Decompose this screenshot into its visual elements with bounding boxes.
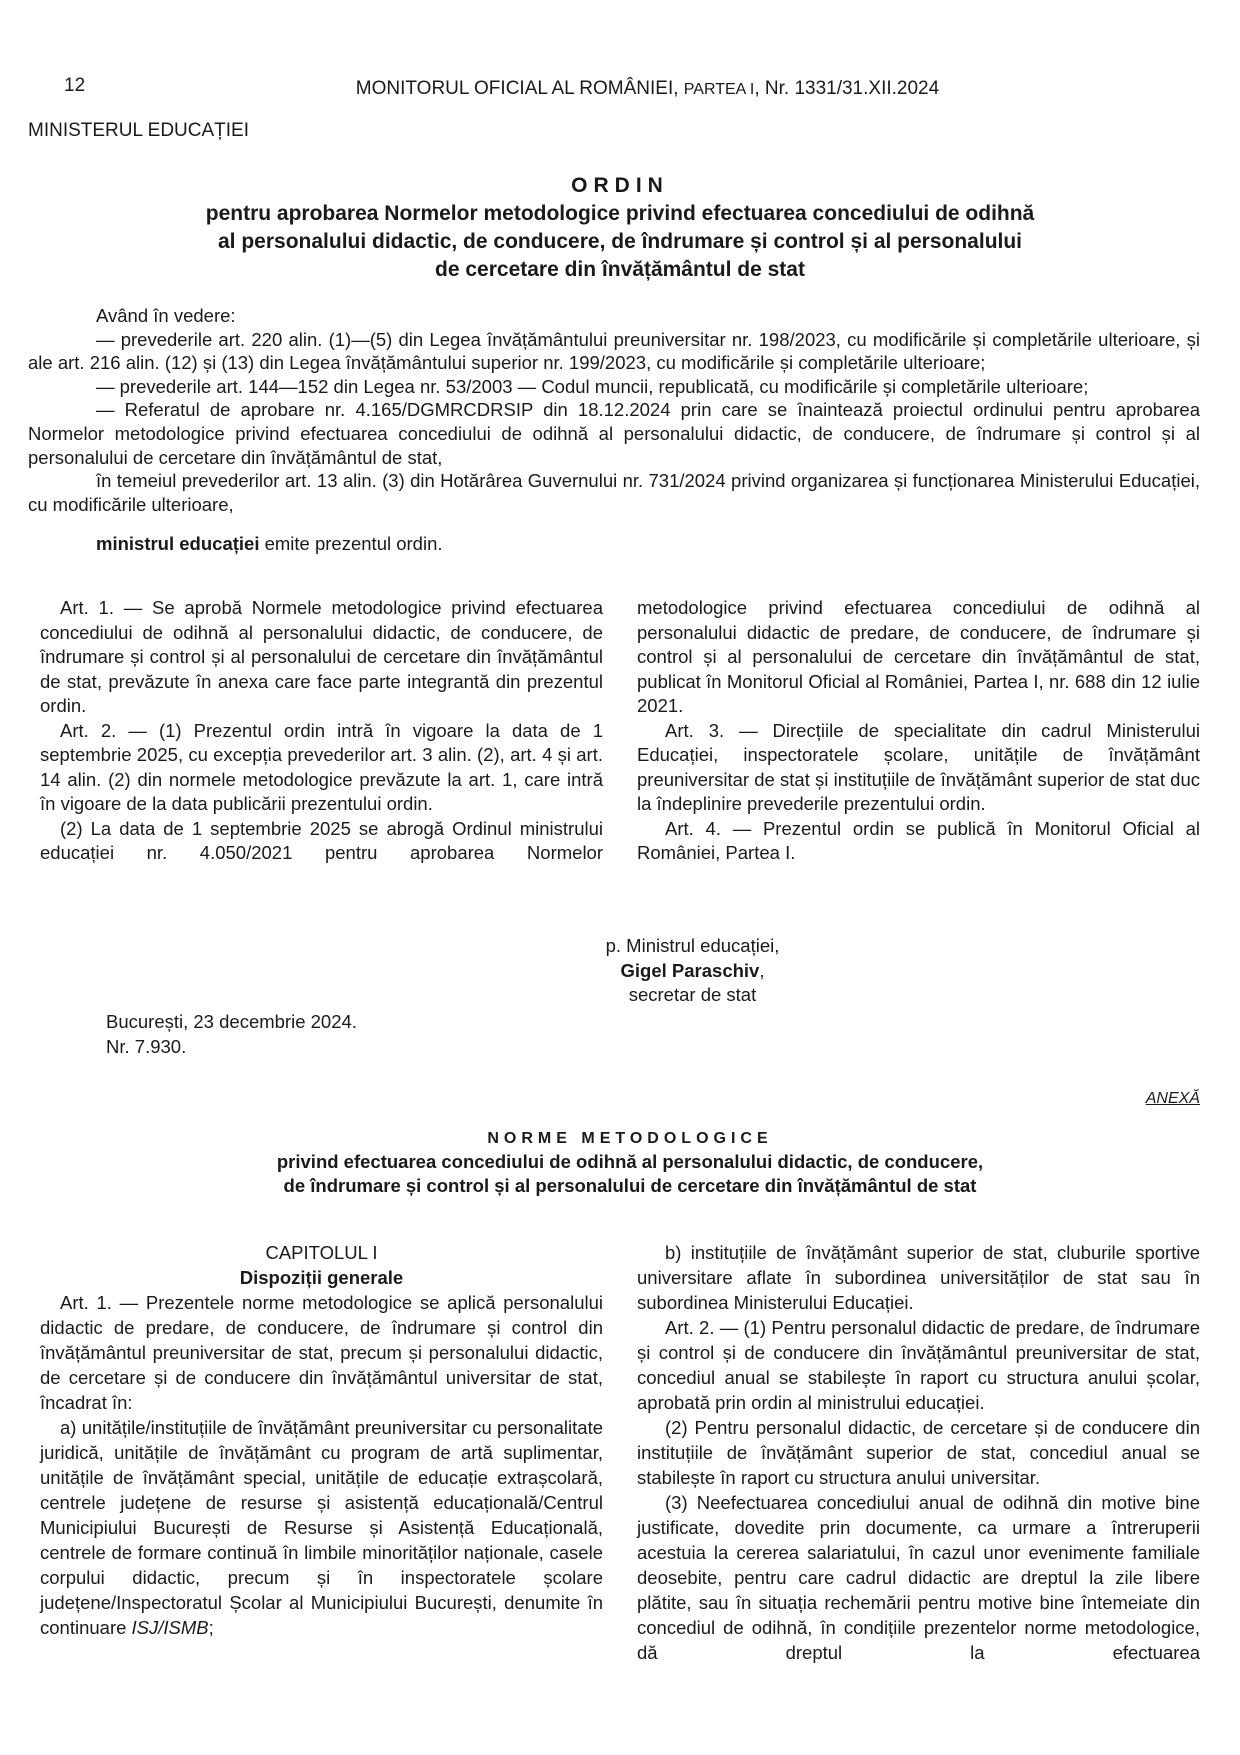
preamble-item: — prevederile art. 144—152 din Legea nr. 53/2003 — Codul muncii, republicată, cu modificările și completările ulterioare; (96, 375, 1089, 397)
list-item-b: b) instituțiile de învățământ superior de stat, cluburile sportive universitare aflate în subordinea universităților de stat sau în subordinea Ministerului Educației. (637, 1242, 1200, 1313)
order-title-block (0, 172, 1240, 284)
order-subtitle-line: al personalului didactic, de conducere, de îndrumare și control și al personalului (217, 230, 1023, 253)
article-paragraph: Art. 4. — Prezentul ordin se publică în Monitorul Oficial al României, Partea I. (637, 817, 1200, 863)
list-item-a: a) unitățile/instituțiile de învățământ preuniversitar cu personalitate juridică, unitățile de învățământ cu program de artă suplimentar, unitățile de învățământ special, unitățile de educație extrașcolară, centrele județene de resurse și asistență educațională/Centrul Municipiului București de Resurse și Asistență Educațională, centrele de formare continuă în limbile minorităților naționale, casele corpului didactic, precum și în inspectoratele școlare județene/Inspectoratul Școlar al Municipiului București, denumite în continuare ISJ/ISMB; (40, 1417, 603, 1638)
preamble-basis: în temeiul prevederilor art. 13 alin. (3) din Hotărârea Guvernului nr. 731/2024 privind organizarea și funcționarea Ministerului Educației, cu modificările ulterioare, (28, 470, 1200, 515)
abbreviation: ISJ/ISMB (131, 1617, 209, 1638)
article-paragraph: (2) Pentru personalul didactic, de cercetare și de conducere din instituțiile de învățământ superior de stat, concediul anual se stabilește în raport cu structura anului universitar. (637, 1417, 1200, 1488)
issuer: MINISTERUL EDUCAȚIEI (28, 120, 249, 141)
signature-block (0, 934, 1240, 1008)
place-date-block (106, 1010, 357, 1059)
annex-title: NORME METODOLOGICE (487, 1130, 773, 1147)
article-paragraph: metodologice privind efectuarea concediului de odihnă al personalului didactic de predare, de conducere, de îndrumare și control și al personalului de cercetare din învățământul de stat, publicat în Monitorul Oficial al României, Partea I, nr. 688 din 12 iulie 2021. (637, 597, 1200, 716)
emitter: ministrul educației (96, 533, 260, 555)
signatory-role: p. Ministrul educației, (605, 935, 780, 956)
signatory-name-line: Gigel Paraschiv, (620, 959, 765, 981)
right-column (637, 596, 1200, 866)
order-number: Nr. 7.930. (106, 1035, 187, 1057)
publication-part: PARTEA I (683, 81, 755, 98)
order-title: ORDIN (571, 174, 669, 197)
article-paragraph: (2) La data de 1 septembrie 2025 se abrogă Ordinul ministrului educației nr. 4.050/2021 pentru aprobarea Normelor (40, 817, 603, 863)
order-subtitle-line: pentru aprobarea Normelor metodologice privind efectuarea concediului de odihnă (205, 202, 1035, 225)
emitting-clause: ministrul educației emite prezentul ordin. (96, 533, 443, 555)
article-paragraph: Art. 2. — (1) Prezentul ordin intră în vigoare la data de 1 septembrie 2025, cu excepția prevederilor art. 3 alin. (2), art. 4 și art. 14 alin. (2) din normele metodologice prevăzute la art. 1, care intră în vigoare de la data publicării prezentului ordin. (40, 719, 603, 814)
place-date: București, 23 decembrie 2024. (106, 1011, 357, 1032)
annex-title-block (0, 1128, 1240, 1198)
preamble (28, 304, 1200, 556)
order-articles (40, 596, 1200, 866)
page-number: 12 (64, 75, 86, 96)
annex-subtitle-line: privind efectuarea concediului de odihnă al personalului didactic, de conducere, (276, 1151, 984, 1172)
order-subtitle-line: de cercetare din învățământul de stat (435, 258, 805, 281)
chapter-title: Dispoziții generale (239, 1267, 404, 1288)
annex-subtitle-line: de îndrumare și control și al personalului de cercetare din învățământul de stat (283, 1175, 977, 1196)
article-paragraph: Art. 3. — Direcțiile de specialitate din cadrul Ministerului Educației, inspectoratele școlare, unitățile de învățământ preuniversitar de stat și instituțiile de învățământ superior de stat duc la îndeplinire prevederile prezentului ordin. (637, 719, 1200, 814)
article-paragraph: Art. 1. — Prezentele norme metodologice se aplică personalului didactic de predare, de conducere, de îndrumare și control din învățământul preuniversitar de stat, precum și personalului didactic, de cercetare și de conducere din învățământul universitar de stat, încadrat în: (40, 1292, 603, 1413)
preamble-item: — Referatul de aprobare nr. 4.165/DGMRCDRSIP din 18.12.2024 prin care se înaintează proiectul ordinului pentru aprobarea Normelor metodologice privind efectuarea concediului de odihnă al personalului didactic, de conducere, de îndrumare și control și al personalului de cercetare din învățământul de stat, (28, 399, 1200, 468)
article-paragraph: Art. 1. — Se aprobă Normele metodologice privind efectuarea concediului de odihnă al personalului didactic, de conducere, de îndrumare și control și al personalului de cercetare din învățământul de stat, prevăzute în anexa care face parte integrantă din prezentul ordin. (40, 597, 603, 716)
chapter-heading: CAPITOLUL I (265, 1242, 378, 1263)
preamble-item: — prevederile art. 220 alin. (1)—(5) din Legea învățământului preuniversitar nr. 198/2023, cu modificările și completările ulterioare, și ale art. 216 alin. (12) și (13) din Legea învățământului superior nr. 199/2023, cu modificările și completările ulterioare; (28, 328, 1200, 374)
left-column (40, 596, 603, 866)
annex-label: ANEXĂ (1145, 1090, 1200, 1107)
publication-issue: , Nr. 1331/31.XII.2024 (754, 78, 940, 99)
preamble-intro: Având în vedere: (96, 305, 236, 326)
article-paragraph: Art. 2. — (1) Pentru personalul didactic de predare, de îndrumare și control și de conducere din învățământul preuniversitar de stat, concediul anual se stabilește în raport cu structura anului școlar, aprobată prin ordin al ministrului educației. (637, 1317, 1200, 1413)
article-paragraph: (3) Neefectuarea concediului anual de odihnă din motive bine justificate, dovedite prin documente, ca urmare a întreruperii acestuia la cererea salariatului, în cazul unor evenimente familiale deosebite, pentru care cadrul didactic are dreptul la zile libere plătite, sau în situația rechemării pentru motive bine întemeiate din concediul de odihnă, în condițiile prezentelor norme metodologice, dă dreptul la efectuarea (637, 1492, 1200, 1663)
signatory-title: secretar de stat (628, 984, 757, 1005)
signatory-name: Gigel Paraschiv (620, 959, 760, 981)
annex-body (40, 1240, 1200, 1665)
running-header (0, 78, 1240, 100)
annex-left-column (40, 1240, 603, 1665)
publication-name: MONITORUL OFICIAL AL ROMÂNIEI, (355, 78, 684, 99)
annex-right-column (637, 1240, 1200, 1665)
